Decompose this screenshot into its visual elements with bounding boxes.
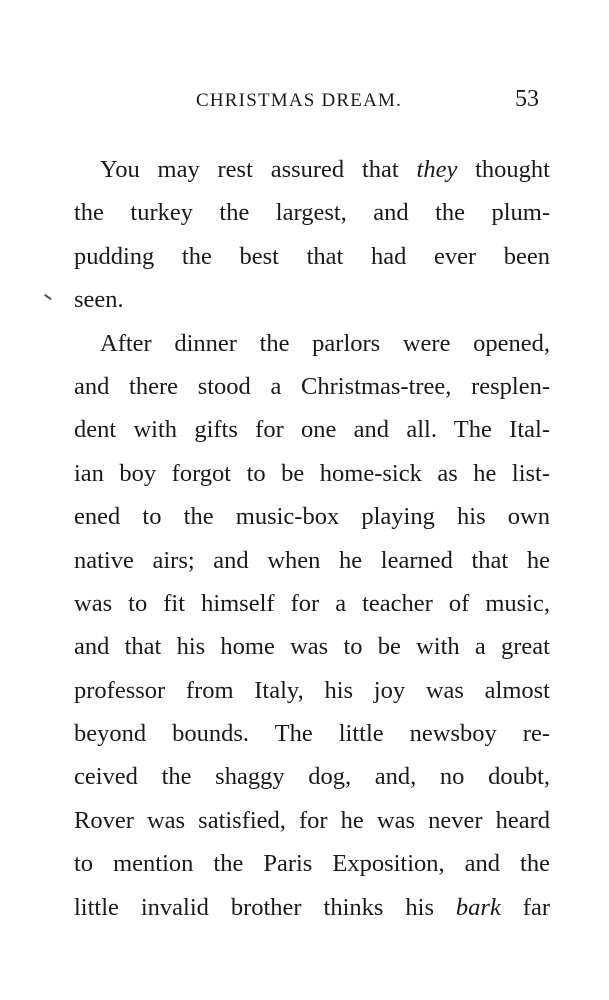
text-line: ceived the shaggy dog, and, no doubt, — [74, 763, 550, 791]
page-number: 53 — [515, 86, 539, 112]
text-line: native airs; and when he learned that he — [74, 546, 550, 574]
text-line: pudding the best that had ever been — [74, 242, 550, 270]
text-line: You may rest assured that they thought — [100, 156, 550, 183]
running-title: CHRISTMAS DREAM. — [196, 90, 403, 111]
running-head — [0, 86, 609, 116]
margin-mark — [44, 294, 51, 300]
emphasis: they — [416, 156, 458, 183]
text-line: dent with gifts for one and all. The Ital- — [74, 416, 550, 444]
emphasis: bark — [455, 893, 501, 921]
text-line: little invalid brother thinks his bark far — [74, 893, 550, 921]
paragraph-1 — [74, 148, 550, 322]
text-line: to mention the Paris Exposition, and the — [74, 850, 550, 878]
text-line: After dinner the parlors were opened, — [100, 329, 550, 357]
text-line: beyond bounds. The little newsboy re- — [74, 720, 550, 748]
text-line: Rover was satisfied, for he was never heard — [74, 806, 550, 834]
text-line: was to fit himself for a teacher of music, — [74, 589, 550, 617]
text-line: and that his home was to be with a great — [74, 633, 550, 661]
text-line: and there stood a Christmas-tree, resplen- — [74, 372, 550, 400]
text-line: professor from Italy, his joy was almost — [74, 676, 550, 704]
body-text — [74, 148, 550, 929]
text-line: seen. — [74, 286, 124, 314]
paragraph-2 — [74, 322, 550, 929]
text-line: ian boy forgot to be home-sick as he list- — [74, 459, 550, 487]
text-line: the turkey the largest, and the plum- — [74, 199, 550, 227]
text-line: ened to the music-box playing his own — [74, 503, 550, 531]
